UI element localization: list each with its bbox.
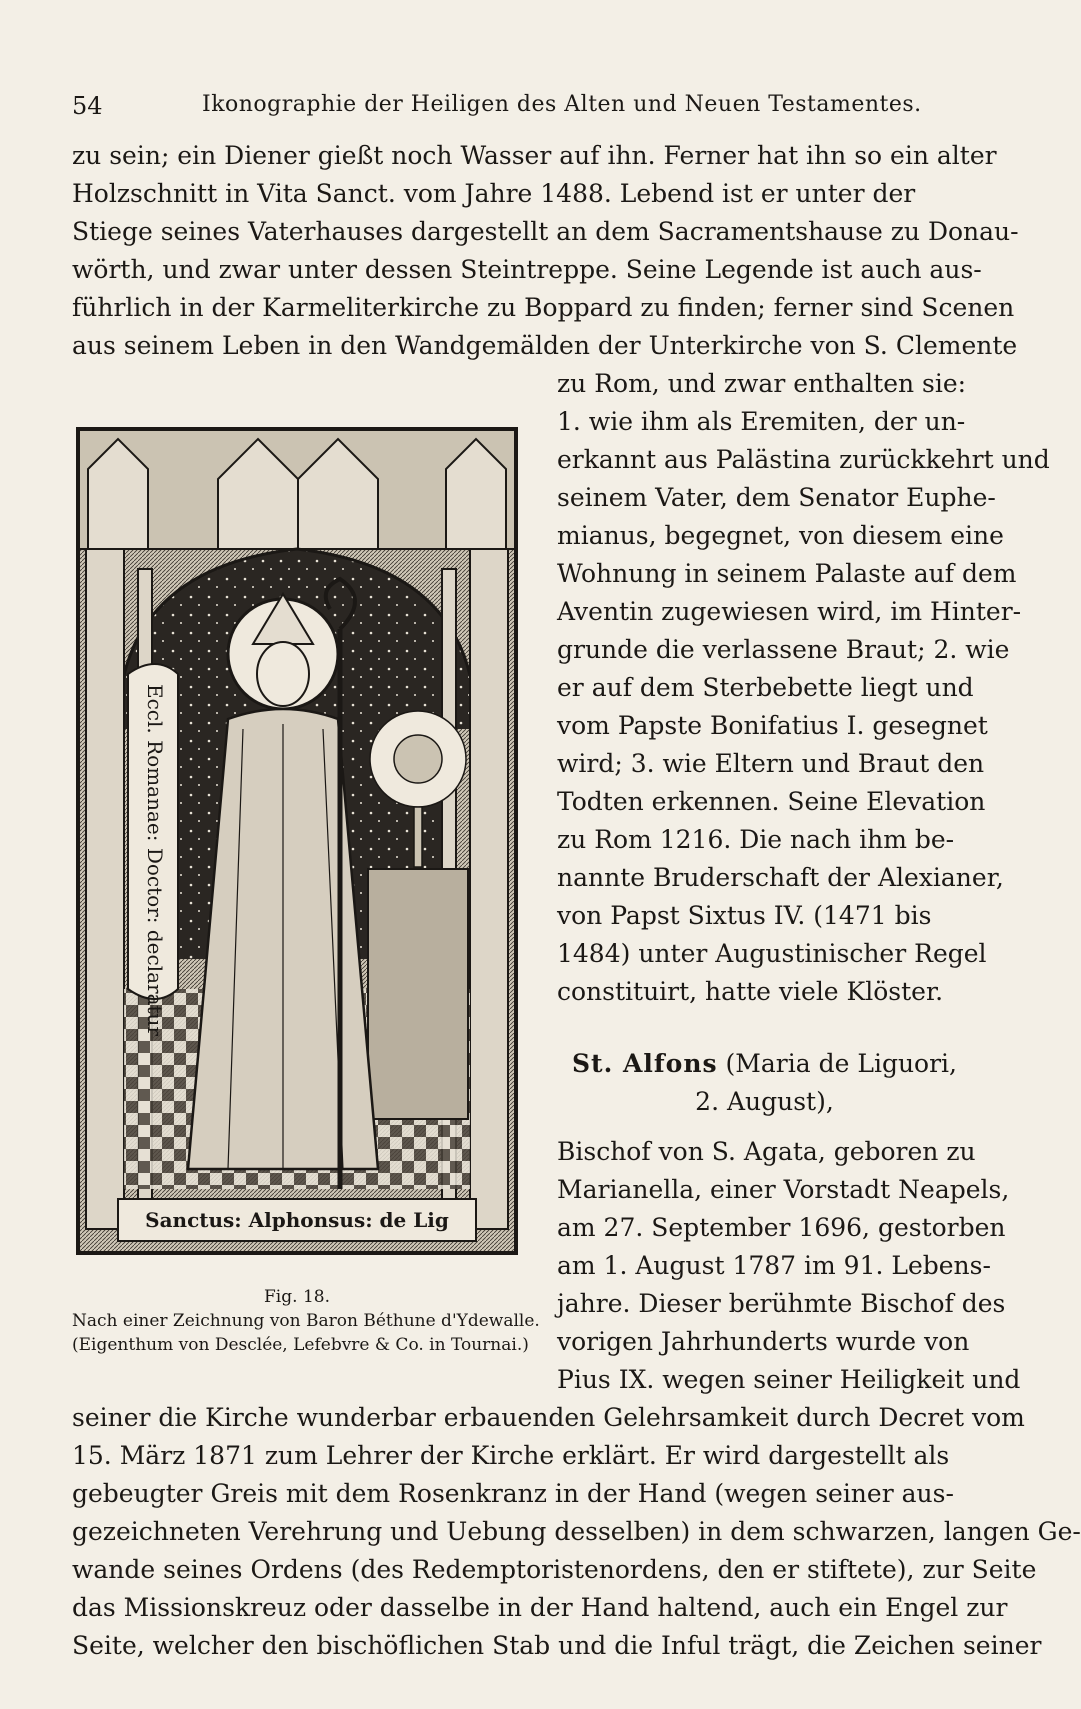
text-line: wande seines Ordens (des Redemptoristenordens, den er stiftete), zur Seite xyxy=(72,1555,1037,1584)
text-line: seinem Vater, dem Senator Euphe- xyxy=(557,483,996,512)
figure-number: Fig. 18. xyxy=(264,1287,330,1307)
text-line: Todten erkennen. Seine Elevation xyxy=(557,787,986,816)
running-title: Ikonographie der Heiligen des Alten und Neuen Testamentes. xyxy=(202,92,922,117)
text-line: Seite, welcher den bischöflichen Stab und die Inful trägt, die Zeichen seiner xyxy=(72,1631,1042,1660)
text-line: das Missionskreuz oder dasselbe in der Hand haltend, auch ein Engel zur xyxy=(72,1593,1008,1622)
section-heading-line2: 2. August), xyxy=(695,1087,834,1116)
heading-saint-name: St. Alfons xyxy=(572,1049,718,1078)
text-line: mianus, begegnet, von diesem eine xyxy=(557,521,1004,550)
text-line: constituirt, hatte viele Klöster. xyxy=(557,977,944,1006)
text-line: Bischof von S. Agata, geboren zu xyxy=(557,1137,976,1166)
text-line: wird; 3. wie Eltern und Braut den xyxy=(557,749,985,778)
banner-inscription: Eccl. Romanae: Doctor: declaratur xyxy=(143,684,167,1036)
section-heading xyxy=(557,1045,972,1083)
text-line: Wohnung in seinem Palaste auf dem xyxy=(557,559,1017,588)
text-line: erkannt aus Palästina zurückkehrt und xyxy=(557,445,1050,474)
text-line: am 27. September 1696, gestorben xyxy=(557,1213,1006,1242)
text-line: 1. wie ihm als Eremiten, der un- xyxy=(557,407,966,436)
heading-rest: (Maria de Liguori, xyxy=(725,1049,957,1078)
text-line: am 1. August 1787 im 91. Lebens- xyxy=(557,1251,991,1280)
text-line: zu Rom 1216. Die nach ihm be- xyxy=(557,825,955,854)
text-line: nannte Bruderschaft der Alexianer, xyxy=(557,863,1004,892)
text-line: grunde die verlassene Braut; 2. wie xyxy=(557,635,1010,664)
text-line: gebeugter Greis mit dem Rosenkranz in der Hand (wegen seiner aus- xyxy=(72,1479,954,1508)
page-header xyxy=(72,92,928,128)
page-number: 54 xyxy=(72,92,103,120)
figure-caption-line2: (Eigenthum von Desclée, Lefebvre & Co. in Tournai.) xyxy=(72,1335,529,1355)
text-line: jahre. Dieser berühmte Bischof des xyxy=(557,1289,1006,1318)
saint-alphonsus-illustration xyxy=(78,429,516,1253)
text-line: 1484) unter Augustinischer Regel xyxy=(557,939,987,968)
text-line: zu Rom, und zwar enthalten sie: xyxy=(557,369,967,398)
figure-caption-line1: Nach einer Zeichnung von Baron Béthune d'Ydewalle. xyxy=(72,1311,540,1331)
text-line: Pius IX. wegen seiner Heiligkeit und xyxy=(557,1365,1021,1394)
base-inscription: Sanctus: Alphonsus: de Lig xyxy=(145,1208,449,1232)
text-line: Holzschnitt in Vita Sanct. vom Jahre 1488. Lebend ist er unter der xyxy=(72,179,916,208)
text-line: er auf dem Sterbebette liegt und xyxy=(557,673,974,702)
text-line: von Papst Sixtus IV. (1471 bis xyxy=(557,901,932,930)
text-line: 15. März 1871 zum Lehrer der Kirche erklärt. Er wird dargestellt als xyxy=(72,1441,950,1470)
text-line: aus seinem Leben in den Wandgemälden der Unterkirche von S. Clemente xyxy=(72,331,1018,360)
text-line: gezeichneten Verehrung und Uebung desselben) in dem schwarzen, langen Ge- xyxy=(72,1517,1081,1546)
text-line: Stiege seines Vaterhauses dargestellt an dem Sacramentshause zu Donau- xyxy=(72,217,1019,246)
figure-engraving xyxy=(76,427,518,1255)
text-line: zu sein; ein Diener gießt noch Wasser auf ihn. Ferner hat ihn so ein alter xyxy=(72,141,997,170)
text-line: wörth, und zwar unter dessen Steintreppe. Seine Legende ist auch aus- xyxy=(72,255,982,284)
text-line: vorigen Jahrhunderts wurde von xyxy=(557,1327,970,1356)
text-line: vom Papste Bonifatius I. gesegnet xyxy=(557,711,988,740)
text-line: führlich in der Karmeliterkirche zu Boppard zu finden; ferner sind Scenen xyxy=(72,293,1015,322)
text-line: Marianella, einer Vorstadt Neapels, xyxy=(557,1175,1010,1204)
text-line: seiner die Kirche wunderbar erbauenden Gelehrsamkeit durch Decret vom xyxy=(72,1403,1025,1432)
text-line: Aventin zugewiesen wird, im Hinter- xyxy=(557,597,1022,626)
